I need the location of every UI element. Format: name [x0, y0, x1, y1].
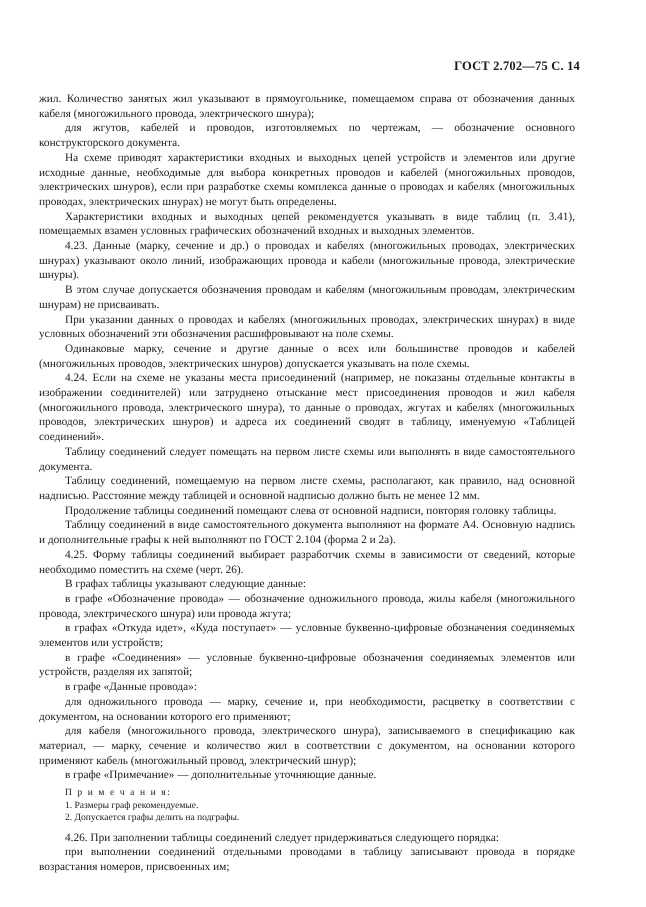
- paragraph: для кабеля (многожильного провода, электрического шнура), записываемого в спецификацию как материал, — марку, сечение и количество жил в соответствии с документом, на основании которого применяют кабель (многожильный провод, электрический шнур);: [39, 725, 575, 767]
- paragraph: В этом случае допускается обозначения проводам и кабелям (многожильным проводам, электрическим шнурам) не присваивать.: [39, 284, 575, 311]
- paragraph: При указании данных о проводах и кабелях (многожильных проводах, электрических шнурах) в виде условных обозначений эти обозначения расшифровывают на поле схемы.: [39, 313, 575, 341]
- paragraph: Характеристики входных и выходных цепей рекомендуется указывать в виде таблиц (п. 3.41), помещаемых взамен условных графических обозначений входных и выходных элементов.: [39, 210, 575, 238]
- paragraph: Таблицу соединений в виде самостоятельного документа выполняют на формате А4. Основную надпись и дополнительные графы к ней выполняют по ГОСТ 2.104 (форма 2 и 2а).: [39, 519, 575, 547]
- paragraph: в графах «Откуда идет», «Куда поступает» — условные буквенно-цифровые обозначения соединяемых элементов или устройств;: [39, 622, 575, 650]
- paragraph: в графе «Примечание» — дополнительные уточняющие данные.: [65, 769, 377, 782]
- paragraph: жил. Количество занятых жил указывают в прямоугольнике, помещаемом справа от обозначения данных кабеля (многожильного провода, электрического шнура);: [39, 93, 575, 120]
- paragraph: в графе «Соединения» — условные буквенно-цифровые обозначения соединяемых элементов или устройств, разделяя их запятой;: [39, 651, 575, 679]
- paragraph: в графе «Данные провода»:: [65, 681, 197, 694]
- note-item: 1. Размеры граф рекомендуемые.: [65, 800, 199, 811]
- notes-block: [39, 787, 575, 825]
- paragraph: при выполнении соединений отдельными проводами в таблицу записывают провода в порядке возрастания номеров, присвоенных им;: [39, 846, 575, 873]
- paragraph: для жгутов, кабелей и проводов, изготовляемых по чертежам, — обозначение основного конструкторского документа.: [39, 122, 575, 150]
- document-body: [39, 92, 575, 875]
- paragraph: На схеме приводят характеристики входных и выходных цепей устройств и элементов или другие исходные данные, необходимые для выбора конкретных проводов и кабелей (многожильных проводов, электрических шнуров), если при разработке схемы комплекса данные о проводах и кабелях (многожильных проводах, электрических шнурах) не могут быть определены.: [39, 151, 575, 208]
- notes-title: П р и м е ч а н и я:: [65, 788, 172, 799]
- paragraph: в графе «Обозначение провода» — обозначение одножильного провода, жилы кабеля (многожильного провода, электрического шнура) или провода жгута;: [39, 592, 575, 620]
- paragraph: 4.25. Форму таблицы соединений выбирает разработчик схемы в зависимости от сведений, которые необходимо поместить на схеме (черт. 26).: [39, 548, 575, 576]
- page-header: ГОСТ 2.702—75 С. 14: [454, 59, 580, 73]
- paragraph: В графах таблицы указывают следующие данные:: [65, 578, 306, 591]
- paragraph: Таблицу соединений, помещаемую на первом листе схемы, располагают, как правило, над основной надписью. Расстояние между таблицей и основной надписью должно быть не менее 12 мм.: [39, 475, 575, 502]
- note-item: 2. Допускается графы делить на подграфы.: [65, 813, 240, 824]
- paragraph: 4.26. При заполнении таблицы соединений следует придерживаться следующего порядка:: [65, 831, 500, 844]
- paragraph: для одножильного провода — марку, сечение и, при необходимости, расцветку в соответствии с документом, на основании которого его применяют;: [39, 695, 575, 723]
- paragraph: 4.23. Данные (марку, сечение и др.) о проводах и кабелях (многожильных проводах, электрических шнурах) указывают около линий, изображающих провода и кабели (многожильные провода, электрические шнуры).: [39, 240, 575, 282]
- paragraph: Продолжение таблицы соединений помещают слева от основной надписи, повторяя головку таблицы.: [65, 504, 557, 517]
- paragraph: Таблицу соединений следует помещать на первом листе схемы или выполнять в виде самостоятельного документа.: [39, 445, 575, 473]
- paragraph: Одинаковые марку, сечение и другие данные о всех или большинстве проводов и кабелей (многожильных проводов, электрических шнуров) допускается указывать на поле схемы.: [39, 342, 575, 370]
- paragraph: 4.24. Если на схеме не указаны места присоединений (например, не показаны отдельные контакты в изображении соединителей) или затруднено отыскание мест присоединения проводов и жил кабеля (многожильного провода, электрического шнура), то данные о проводах, жгутах и кабелях (многожильных проводов, электрических шнуров) и адреса их соединений сводят в таблицу, именуемую «Таблицей соединений».: [39, 372, 575, 444]
